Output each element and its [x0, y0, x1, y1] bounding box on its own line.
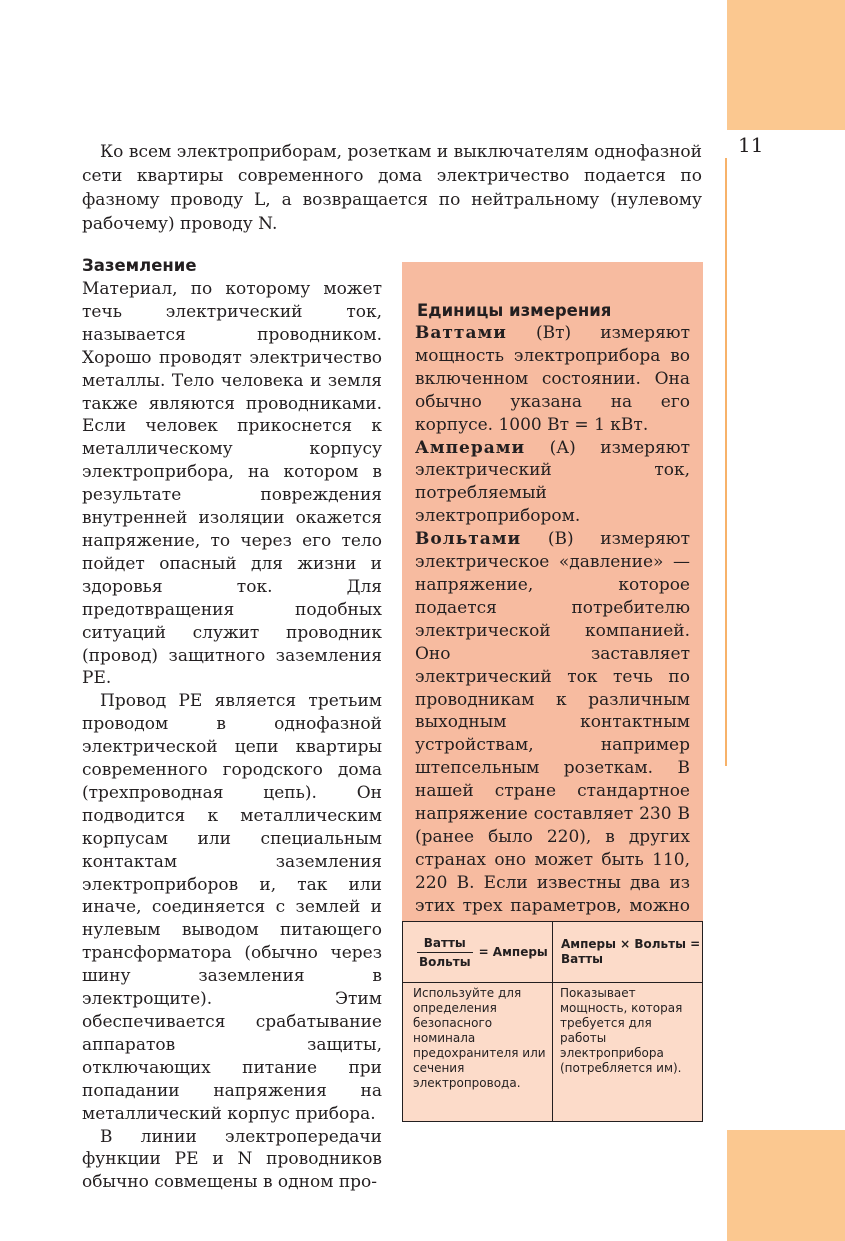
formula-table	[402, 921, 703, 1122]
sidebar-heading: Единицы измерения	[417, 301, 612, 320]
watts-term: Ваттами	[415, 323, 507, 343]
formula-row	[403, 922, 703, 983]
body-paragraph-3: В линии электропередачи функции PE и N проводников обычно совмещены в одном про-	[82, 1126, 382, 1193]
description-cell-watts	[553, 983, 703, 1122]
description-row	[403, 983, 703, 1122]
formula-cell-amps	[403, 922, 553, 983]
volts-text: (В) измеряют электрическое «давление» — напряжение, которое подается потребителю электрической компанией. Оно заставляет электрический ток течь по проводникам к различным выходным контактным устройствам, например штепсельным розеткам. В нашей стране стандартное напряжение составляет 230 В (ранее было 220), в других странах оно может быть 110, 220 В. Если известны два из этих трех параметров, можно	[415, 529, 690, 916]
watts-text: (Вт) измеряют мощность электроприбора во включенном состоянии. Она обычно указана на его корпусе. 1000 Вт = 1 кВт.	[415, 323, 690, 435]
formula-watts: Амперы × Вольты = Ватты	[561, 937, 701, 966]
intro-paragraph: Ко всем электроприборам, розеткам и выключателям однофазной сети квартиры современного дома электричество подается по фазному проводу L, а возвращается по нейтральному (нулевому рабочему) проводу N.	[82, 142, 702, 234]
units-sidebar	[402, 262, 703, 921]
description-watts: Показывает мощность, которая требуется для работы электроприбора (потребляется им).	[560, 986, 683, 1075]
chapter-tab-bottom	[727, 1130, 845, 1241]
fraction-numerator: Ватты	[423, 935, 466, 950]
formula-result: = Амперы	[478, 945, 548, 959]
fraction-denominator: Вольты	[417, 952, 473, 969]
description-amps: Используйте для определения безопасного номинала предохранителя или сечения электропровода.	[413, 986, 546, 1090]
page-number: 11	[738, 133, 764, 157]
description-cell-amps	[403, 983, 553, 1122]
chapter-tab-top	[727, 0, 845, 130]
amps-text: (А) измеряют электрический ток, потребляемый электроприбором.	[415, 437, 690, 527]
volts-term: Вольтами	[415, 529, 522, 550]
body-paragraph-1: Материал, по которому может течь электрический ток, называется проводником. Хорошо проводят электричество металлы. Тело человека и земля также являются проводниками. Если человек прикоснется к металлическому корпусу электроприбора, на котором в результате повреждения внутренней изоляции окажется напряжение, то через его тело пойдет опасный для жизни и здоровья ток. Для предотвращения подобных ситуаций служит проводник (провод) защитного заземления PE.	[82, 279, 382, 689]
margin-rule	[725, 158, 727, 766]
body-paragraph-2: Провод PE является третьим проводом в однофазной электрической цепи квартиры современного городского дома (трехпроводная цепь). Он подводится к металлическим корпусам или специальным контактам заземления электроприборов и, так или иначе, соединяется с землей и нулевым выводом питающего трансформатора (обычно через шину заземления в электрощите). Этим обеспечивается срабатывание аппаратов защиты, отключающих питание при попадании напряжения на металлический корпус прибора.	[82, 691, 382, 1124]
formula-cell-watts	[553, 922, 703, 983]
main-column	[82, 254, 382, 1194]
sidebar-text	[415, 322, 690, 940]
amps-term: Амперами	[415, 437, 526, 458]
fraction	[417, 936, 473, 969]
section-heading: Заземление	[82, 256, 197, 275]
